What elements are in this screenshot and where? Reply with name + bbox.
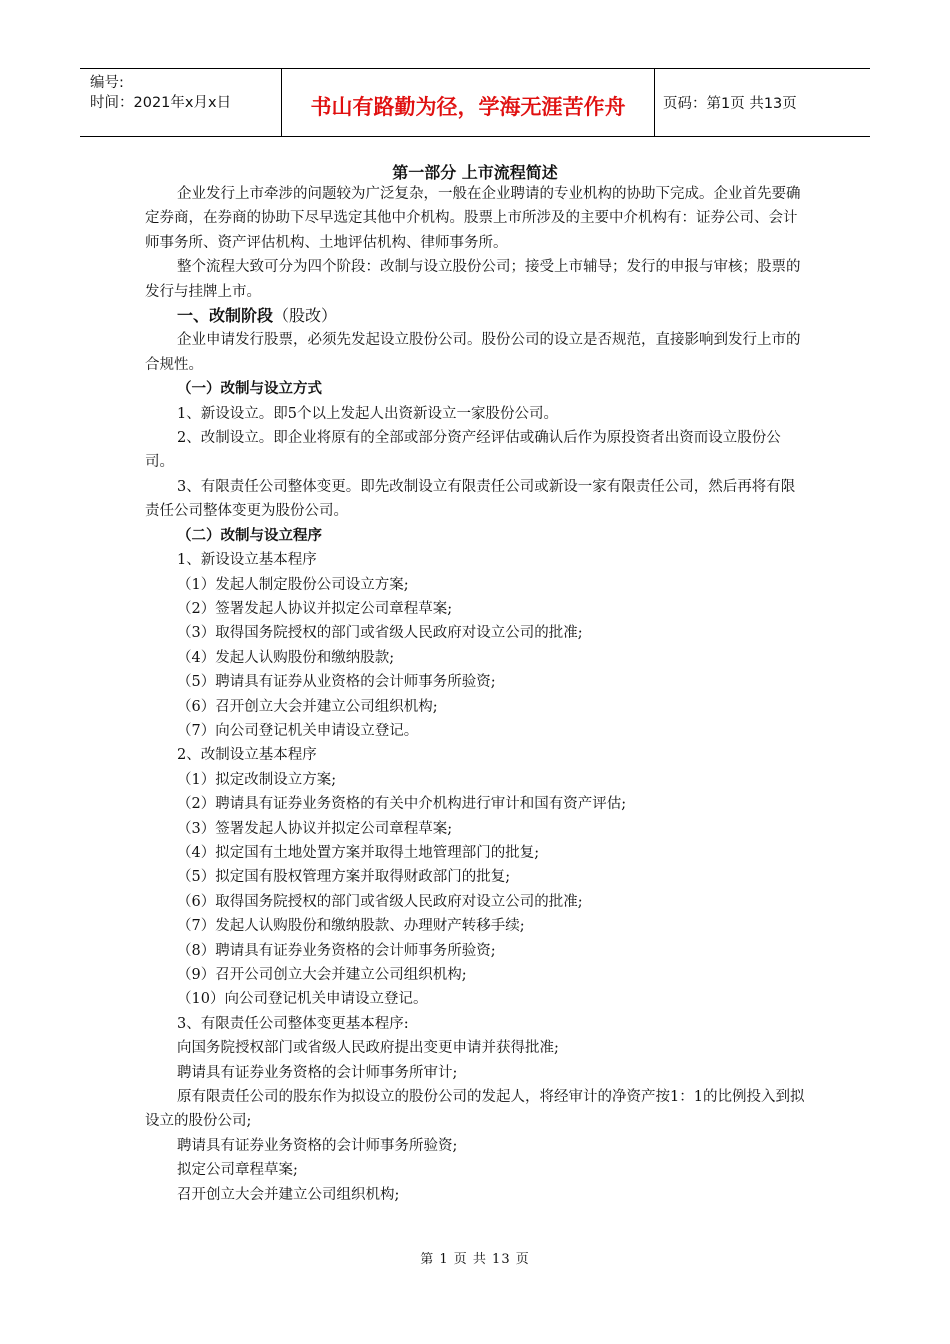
- doc-time-label: 时间：2021年x月x日: [90, 95, 232, 111]
- change-step: 向国务院授权部门或省级人民政府提出变更申请并获得批准;: [177, 1040, 559, 1057]
- list-item: （8）聘请具有证券业务资格的会计师事务所验资;: [177, 942, 496, 959]
- subsection-heading-procedures: （二）改制与设立程序: [177, 526, 322, 544]
- list-item: （3）签署发起人协议并拟定公司章程草案;: [177, 820, 453, 837]
- section-heading-bold: 一、改制阶段: [177, 306, 274, 326]
- change-step: 召开创立大会并建立公司组织机构;: [177, 1186, 400, 1203]
- procedure-title-change: 3、有限责任公司整体变更基本程序:: [177, 1015, 409, 1032]
- list-item: （1）拟定改制设立方案;: [177, 771, 337, 788]
- list-item: （3）取得国务院授权的部门或省级人民政府对设立公司的批准;: [177, 625, 583, 642]
- list-item: （7）发起人认购股份和缴纳股款、办理财产转移手续;: [177, 918, 525, 935]
- document-title: 第一部分 上市流程简述: [392, 163, 558, 182]
- section-heading-rest: （股改）: [273, 306, 338, 326]
- list-item: （6）取得国务院授权的部门或省级人民政府对设立公司的批准;: [177, 893, 583, 910]
- change-step: 聘请具有证券业务资格的会计师事务所审计;: [177, 1064, 458, 1081]
- method-item: 1、新设设立。即5个以上发起人出资新设立一家股份公司。: [177, 405, 558, 422]
- method-item: 2、改制设立。即企业将原有的全部或部分资产经评估或确认后作为原投资者出资而设立股份公司。: [145, 430, 781, 471]
- intro-paragraph-2: 整个流程大致可分为四个阶段：改制与设立股份公司；接受上市辅导；发行的申报与审核；股票的发行与挂牌上市。: [145, 259, 801, 300]
- doc-number-label: 编号:: [90, 75, 124, 91]
- list-item: （9）召开公司创立大会并建立公司组织机构;: [177, 967, 467, 983]
- reform-steps-list: [145, 768, 807, 1012]
- subsection-heading-methods: （一）改制与设立方式: [177, 380, 322, 398]
- list-item: （5）聘请具有证券从业资格的会计师事务所验资;: [177, 674, 496, 691]
- list-item: （7）向公司登记机关申请设立登记。: [177, 722, 419, 739]
- header-slogan: 书山有路勤为径，学海无涯苦作舟: [282, 69, 655, 136]
- list-item: （2）聘请具有证券业务资格的有关中介机构进行审计和国有资产评估;: [177, 796, 627, 813]
- section-paragraph: 企业申请发行股票，必须先发起设立股份公司。股份公司的设立是否规范，直接影响到发行上市的合规性。: [145, 332, 801, 373]
- document-body: [145, 182, 807, 1207]
- list-item: （1）发起人制定股份公司设立方案;: [177, 576, 409, 593]
- list-item: （2）签署发起人协议并拟定公司章程草案;: [177, 600, 453, 617]
- page-footer: 第 1 页 共 13 页: [420, 1252, 530, 1267]
- section-heading-reform: [145, 304, 807, 328]
- list-item: （4）发起人认购股份和缴纳股款;: [177, 649, 395, 666]
- intro-paragraph-1: 企业发行上市牵涉的问题较为广泛复杂，一般在企业聘请的专业机构的协助下完成。企业首先要确定券商，在券商的协助下尽早选定其他中介机构。股票上市所涉及的主要中介机构有：证券公司、会计师事务所、资产评估机构、土地评估机构、律师事务所。: [145, 186, 801, 251]
- list-item: （6）召开创立大会并建立公司组织机构;: [177, 698, 438, 715]
- change-step: 聘请具有证券业务资格的会计师事务所验资;: [177, 1137, 458, 1154]
- change-step: 拟定公司章程草案;: [177, 1162, 298, 1179]
- new-steps-list: [145, 573, 807, 744]
- page-header: [80, 68, 870, 137]
- header-page-info: 页码：第1页 共13页: [663, 96, 797, 112]
- change-step: 原有限责任公司的股东作为拟设立的股份公司的发起人，将经审计的净资产按1：1的比例投入到拟设立的股份公司;: [145, 1089, 805, 1130]
- list-item: （4）拟定国有土地处置方案并取得土地管理部门的批复;: [177, 844, 540, 861]
- list-item: （5）拟定国有股权管理方案并取得财政部门的批复;: [177, 869, 511, 886]
- procedure-title-new: 1、新设设立基本程序: [177, 552, 317, 569]
- method-item: 3、有限责任公司整体变更。即先改制设立有限责任公司或新设一家有限责任公司，然后再将有限责任公司整体变更为股份公司。: [145, 478, 796, 520]
- header-meta: [80, 69, 282, 136]
- procedure-title-reform: 2、改制设立基本程序: [177, 747, 317, 764]
- list-item: （10）向公司登记机关申请设立登记。: [177, 991, 428, 1008]
